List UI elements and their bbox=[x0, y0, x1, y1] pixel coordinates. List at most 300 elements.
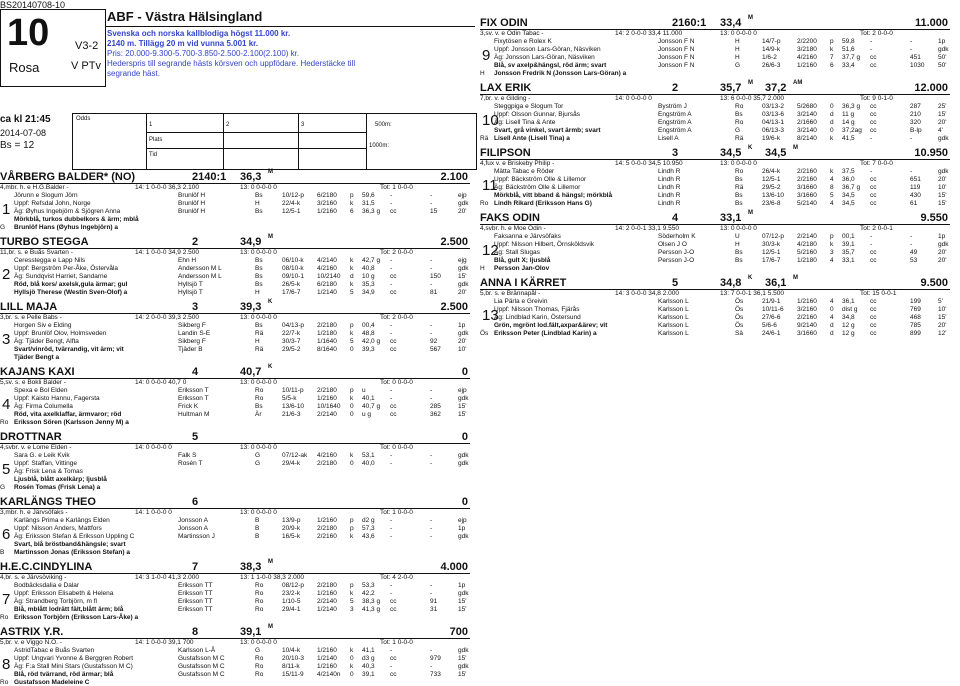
start-cell: 36,7 g bbox=[842, 184, 861, 191]
start-cell: B-lp bbox=[910, 127, 922, 134]
start-cell: 26/5-k bbox=[282, 281, 301, 288]
start-cell: 40,1 bbox=[362, 395, 375, 402]
horse-distance: 2140:1 bbox=[192, 171, 227, 183]
start-cell: cc bbox=[390, 411, 397, 418]
right-column bbox=[480, 0, 960, 669]
start-cell: 1p bbox=[458, 582, 466, 589]
start-cell: k bbox=[350, 257, 354, 264]
start-cell: 1p bbox=[458, 322, 466, 329]
start-cell: 1/1640 bbox=[317, 338, 337, 345]
start-cell: 12/5-1 bbox=[762, 249, 781, 256]
start-cell: Karlsson L bbox=[658, 322, 689, 329]
start-cell: 1/6-2 bbox=[762, 54, 777, 61]
start-cell: Lindh R bbox=[658, 192, 681, 199]
start-cell: 61 bbox=[910, 200, 918, 207]
start-cell: p bbox=[350, 582, 354, 589]
horse-detail: Uppf: Bergström Per-Åke, Östervåla bbox=[14, 265, 119, 272]
start-cell: 51,6 bbox=[842, 46, 855, 53]
race-code: BS20140708-10 bbox=[0, 0, 66, 10]
start-number: 9 bbox=[482, 47, 491, 64]
start-cell: 4/2160 bbox=[317, 452, 337, 459]
horse-record: 39,3 bbox=[240, 301, 262, 313]
horse-detail: Karlängs Prima e Karlängs Elden bbox=[14, 517, 110, 524]
start-cell: 20/10-3 bbox=[282, 655, 305, 662]
horse-detail: Uppf: Staffan, Vittinge bbox=[14, 460, 77, 467]
start-cell: Söderholm K bbox=[658, 233, 696, 240]
horse-stats-total: Tot: 2 0-0-0 bbox=[380, 314, 413, 321]
start-cell: 651 bbox=[910, 176, 921, 183]
grid-col-3: 3 bbox=[301, 122, 305, 128]
start-cell: 26/6-3 bbox=[762, 62, 781, 69]
horse-info: 5,br. v. e Viggo N.O. - bbox=[0, 639, 62, 646]
start-cell: Gustafsson M C bbox=[178, 663, 225, 670]
start-cell: - bbox=[870, 241, 873, 248]
start-cell: - bbox=[910, 46, 913, 53]
start-cell: cc bbox=[870, 54, 877, 61]
start-cell: 12 g bbox=[842, 330, 855, 337]
horse-record-type: M bbox=[268, 169, 273, 175]
race-conditions-1: Svenska och norska kallblodiga högst 11.000 kr. bbox=[107, 29, 291, 38]
horse-earnings: 11.000 bbox=[914, 17, 948, 29]
start-cell: 0 bbox=[350, 403, 354, 410]
race-time: ca kl 21:45 bbox=[0, 114, 51, 125]
horse-trainer: Lindh Rikard (Eriksson Hans G) bbox=[494, 200, 592, 207]
start-cell: - bbox=[430, 322, 433, 329]
start-number: 10 bbox=[482, 112, 499, 129]
start-cell: cc bbox=[870, 103, 877, 110]
start-cell: 36,0 bbox=[842, 176, 855, 183]
grid-col-1: 1 bbox=[149, 122, 153, 128]
start-cell: H bbox=[255, 338, 260, 345]
start-cell: 39,1 bbox=[362, 671, 375, 678]
start-cell: Bs bbox=[735, 176, 743, 183]
horse-stats-year2: 13: 0 0-0-0 0 bbox=[240, 444, 277, 451]
start-cell: 4 bbox=[830, 200, 834, 207]
horse-detail: Blå, röd tvärrand, röd ärmar; blå bbox=[14, 671, 114, 678]
start-cell: 41,1 bbox=[362, 647, 375, 654]
start-cell: 12/5-1 bbox=[762, 176, 781, 183]
grid-line bbox=[223, 114, 224, 169]
start-cell: 899 bbox=[910, 330, 921, 337]
start-cell: 2/2160 bbox=[317, 533, 337, 540]
start-cell: 00,1 bbox=[842, 233, 855, 240]
start-cell: 30/3-k bbox=[762, 241, 781, 248]
horse-detail: Äg: Firma Columella bbox=[14, 403, 73, 410]
horse-name: VÅRBERG BALDER* (NO) bbox=[0, 171, 136, 183]
race-prizes: Pris: 20.000-9.300-5.700-3.850-2.500-2.100(2.100) kr. bbox=[107, 49, 300, 58]
horse-stats-year1: 14: 2 0-0-0 33,4 11.000 bbox=[615, 30, 683, 37]
horse-stats-total: Tot: 0 0-0-0 bbox=[380, 444, 413, 451]
horse-distance: 2160:1 bbox=[672, 17, 707, 29]
start-cell: 451 bbox=[910, 54, 921, 61]
horse-trainer: Brunlöf Hans (Øyhus Ingebjörn) a bbox=[14, 224, 119, 231]
start-cell: Rä bbox=[255, 346, 264, 353]
horse-detail: Äg: Frisk Lena & Tomas bbox=[14, 468, 83, 475]
start-cell: 10/11-6 bbox=[762, 306, 784, 313]
start-cell: 36,1 bbox=[842, 298, 855, 305]
start-cell: Eriksson TT bbox=[178, 606, 213, 613]
start-cell: 2/2140 bbox=[317, 598, 337, 605]
start-cell: - bbox=[390, 517, 393, 524]
start-cell: Ro bbox=[255, 663, 264, 670]
start-cell: 4/2160 bbox=[317, 265, 337, 272]
start-cell: 2/2180 bbox=[317, 460, 337, 467]
start-cell: 567 bbox=[430, 346, 441, 353]
start-cell: H bbox=[735, 54, 740, 61]
start-cell: 5/6-6 bbox=[762, 322, 777, 329]
start-cell: Hultman M bbox=[178, 411, 210, 418]
start-cell: k bbox=[350, 663, 354, 670]
horse-detail: Uppf: Olsson Gunnar, Bjursås bbox=[494, 111, 580, 118]
start-cell: p bbox=[830, 38, 834, 45]
start-cell: cc bbox=[390, 671, 397, 678]
horse-name: LAX ERIK bbox=[480, 82, 532, 94]
start-cell: Ro bbox=[255, 606, 264, 613]
start-cell: gdk bbox=[458, 533, 469, 540]
start-cell: ejp bbox=[458, 517, 467, 524]
horse-detail: Äg: Lisell Tina & Ante bbox=[494, 119, 556, 126]
start-cell: 1/2160 bbox=[317, 517, 337, 524]
start-cell: 15' bbox=[458, 411, 467, 418]
grid-col-2: 2 bbox=[226, 122, 230, 128]
start-cell: H bbox=[255, 289, 260, 296]
start-cell: 12/5-1 bbox=[282, 208, 301, 215]
start-cell: Ro bbox=[255, 655, 264, 662]
horse-stats-year1: 14: 5 0-0-0 34,5 10.950 bbox=[615, 160, 683, 167]
horse-stats-year1: 14: 3 1-0-0 41,3 2.000 bbox=[135, 574, 199, 581]
horse-record-2: 34,5 bbox=[765, 147, 787, 159]
start-cell: 6 bbox=[350, 208, 354, 215]
start-cell: 0 bbox=[830, 127, 834, 134]
track-prefix: Ro bbox=[0, 614, 9, 621]
start-cell: - bbox=[430, 517, 433, 524]
start-cell: 1/2180 bbox=[797, 257, 817, 264]
start-cell: k bbox=[830, 241, 834, 248]
horse-stats-year1: 14: 0 0-0-0 0 bbox=[615, 95, 652, 102]
start-cell: k bbox=[350, 452, 354, 459]
start-cell: - bbox=[870, 46, 873, 53]
start-cell: cc bbox=[870, 176, 877, 183]
start-cell: 1/2160 bbox=[797, 62, 817, 69]
grid-line bbox=[366, 114, 367, 169]
horse-stats-total: Tot: 7 0-0-0 bbox=[860, 160, 893, 167]
horse-detail: Ljusblå, blått axelkärp; ljusblå bbox=[14, 476, 107, 483]
horse-detail: Uppf: Refsdal John, Norge bbox=[14, 200, 91, 207]
start-cell: 08/12-p bbox=[282, 582, 305, 589]
start-cell: u bbox=[362, 387, 366, 394]
start-cell: 36,3 g bbox=[842, 103, 861, 110]
start-cell: gdk bbox=[458, 590, 469, 597]
start-cell: - bbox=[390, 192, 393, 199]
horse-detail: Äg: Lindblad Karin, Östersund bbox=[494, 314, 581, 321]
horse-info: 3,mbr. h. e Järvsöfaks - bbox=[0, 509, 68, 516]
race-title: ABF - Västra Hälsingland bbox=[107, 9, 263, 24]
start-cell: 15' bbox=[458, 655, 467, 662]
start-cell: 16/5-k bbox=[282, 533, 301, 540]
track-prefix: Rä bbox=[480, 135, 489, 142]
horse-stats-year2: 13: 0 0-0-0 0 bbox=[720, 30, 757, 37]
horse-distance: 6 bbox=[192, 496, 199, 508]
horse-detail: Äg: Sundqvist Harriet, Sandarne bbox=[14, 273, 108, 280]
start-cell: 320 bbox=[910, 119, 921, 126]
start-cell: - bbox=[430, 647, 433, 654]
start-cell: dist g bbox=[842, 306, 858, 313]
start-cell: - bbox=[390, 257, 393, 264]
horse-record: 38,3 bbox=[240, 561, 262, 573]
horse-detail: Uppf: Brunlöf Olov, Holmsveden bbox=[14, 330, 107, 337]
start-cell: gdk bbox=[458, 265, 469, 272]
track-prefix: B bbox=[0, 549, 5, 556]
horse-stats-year2: 13: 1 1-0-0 38,3 2.000 bbox=[240, 574, 304, 581]
start-cell: Gustafsson M C bbox=[178, 671, 225, 678]
start-cell: - bbox=[390, 281, 393, 288]
race-honor-1: Hederspris till segrande hästs körsven och uppfödare. Hederstäcke till bbox=[107, 59, 356, 68]
start-cell: cc bbox=[390, 208, 397, 215]
start-cell: - bbox=[430, 525, 433, 532]
horse-stats-total: Tot: 4 2-0-0 bbox=[380, 574, 413, 581]
start-cell: - bbox=[910, 241, 913, 248]
start-cell: Brunlöf H bbox=[178, 192, 206, 199]
horse-info: 4,br. s. e Järvsöviking - bbox=[0, 574, 67, 581]
start-cell: 1/2160 bbox=[317, 590, 337, 597]
horse-detail: AstridTabac e Buås Svarten bbox=[14, 647, 95, 654]
start-cell: 40,8 bbox=[362, 265, 375, 272]
horse-stats-total: Tot: 1 0-0-0 bbox=[380, 509, 413, 516]
horse-detail: Lia Pärla e Greivin bbox=[494, 298, 548, 305]
horse-detail: Spexa e Bol Elden bbox=[14, 387, 68, 394]
start-cell: 07/12-ak bbox=[282, 452, 308, 459]
start-cell: ejg bbox=[458, 257, 467, 264]
start-cell: 1p bbox=[938, 38, 946, 45]
horse-detail: Faksanna e Järvsöfaks bbox=[494, 233, 561, 240]
start-cell: 21/9-1 bbox=[762, 298, 781, 305]
start-cell: 03/13-6 bbox=[762, 111, 785, 118]
start-cell: Ös bbox=[735, 314, 744, 321]
start-cell: G bbox=[255, 452, 261, 459]
horse-detail: Mörkblå, vitt bband & hängsl; mörkblå bbox=[494, 192, 613, 199]
start-cell: 12' bbox=[938, 330, 947, 337]
start-cell: 15' bbox=[458, 403, 467, 410]
start-number: 7 bbox=[2, 591, 11, 608]
start-cell: 15 bbox=[430, 208, 438, 215]
start-cell: 14 g bbox=[842, 119, 855, 126]
start-cell: Eriksson T bbox=[178, 387, 209, 394]
horse-record: 35,7 bbox=[720, 82, 742, 94]
horse-stats-total: Tot: 9 0-1-0 bbox=[860, 95, 893, 102]
start-cell: Lisell A bbox=[658, 135, 679, 142]
start-cell: 4/2140 bbox=[317, 257, 337, 264]
start-cell: G bbox=[735, 127, 741, 134]
start-cell: 40,7 g bbox=[362, 403, 381, 410]
horse-stats-year2: 13: 0 0-0-0 0 bbox=[720, 160, 757, 167]
start-cell: - bbox=[390, 200, 393, 207]
start-cell: k bbox=[350, 590, 354, 597]
results-grid bbox=[72, 113, 477, 170]
start-cell: 3 bbox=[830, 249, 834, 256]
start-cell: 59,6 bbox=[362, 192, 375, 199]
horse-stats-year2: 13: 0 0-0-0 0 bbox=[240, 639, 277, 646]
start-cell: 29/4-1 bbox=[282, 606, 301, 613]
start-cell: 40,0 bbox=[362, 460, 375, 467]
start-cell: Tjäder B bbox=[178, 346, 203, 353]
start-cell: 5 bbox=[350, 598, 354, 605]
start-cell: Persson J-O bbox=[658, 257, 695, 264]
start-cell: G bbox=[255, 460, 261, 467]
start-cell: p bbox=[350, 192, 354, 199]
start-cell: gdk bbox=[938, 135, 949, 142]
start-cell: 49 bbox=[910, 249, 918, 256]
horse-detail: Uppf: Bäckström Olle & Lillemor bbox=[494, 176, 587, 183]
start-cell: Bs bbox=[255, 273, 263, 280]
base-speed: Bs = 12 bbox=[0, 140, 35, 151]
start-cell: k bbox=[350, 200, 354, 207]
start-cell: 40,3 bbox=[362, 663, 375, 670]
start-cell: 15' bbox=[938, 314, 947, 321]
start-cell: cc bbox=[870, 111, 877, 118]
horse-detail: Svart, grå vinkel, svart ärmb; svart bbox=[494, 127, 601, 134]
track-prefix: Ro bbox=[0, 679, 9, 686]
horse-trainer: Martinsson Jonas (Eriksson Stefan) a bbox=[14, 549, 130, 556]
title-divider bbox=[105, 26, 475, 27]
start-cell: - bbox=[430, 192, 433, 199]
horse-stats-year1: 14: 3 0-0-0 34,8 2.000 bbox=[615, 290, 679, 297]
start-cell: Sikberg F bbox=[178, 322, 206, 329]
horse-trainer: Eriksson Peter (Lindblad Karin) a bbox=[494, 330, 597, 337]
start-cell: 5/2140 bbox=[797, 200, 817, 207]
horse-distance: 7 bbox=[192, 561, 199, 573]
start-cell: Rä bbox=[735, 184, 744, 191]
horse-name: KAJANS KAXI bbox=[0, 366, 75, 378]
horse-earnings: 2.100 bbox=[440, 171, 468, 183]
start-cell: 42,7 g bbox=[362, 257, 381, 264]
start-cell: Bs bbox=[255, 265, 263, 272]
start-cell: 22/4-k bbox=[282, 200, 301, 207]
start-cell: - bbox=[390, 663, 393, 670]
start-cell: 15' bbox=[458, 598, 467, 605]
start-cell: 5 bbox=[830, 192, 834, 199]
start-cell: 09/10-1 bbox=[282, 273, 305, 280]
horse-stats-year2: 13: 6 0-0-0 35,7 2.000 bbox=[720, 95, 784, 102]
horse-distance: 5 bbox=[192, 431, 199, 443]
horse-detail: Horgen Siv e Elding bbox=[14, 322, 72, 329]
start-cell: 3/2140 bbox=[797, 111, 817, 118]
horse-detail: Äg: Bäckström Olle & Lillemor bbox=[494, 184, 581, 191]
horse-detail: Fixytösen e Rolex K bbox=[494, 38, 552, 45]
horse-detail: Äg: Strandberg Torbjörn, m fl bbox=[14, 598, 97, 605]
start-cell: Bs bbox=[735, 111, 743, 118]
start-cell: - bbox=[430, 582, 433, 589]
horse-detail: Uppf: Nilsson Anders, Mattfors bbox=[14, 525, 102, 532]
start-cell: k bbox=[350, 533, 354, 540]
start-cell: B bbox=[255, 517, 260, 524]
start-cell: 2/2140 bbox=[797, 233, 817, 240]
horse-stats-year1: 14: 2 0-0-0 39,3 2.500 bbox=[135, 314, 199, 321]
horse-detail: Uppf: Nilsson Thomas, Fjärås bbox=[494, 306, 580, 313]
start-cell: 20/9-k bbox=[282, 525, 301, 532]
start-cell: Engström A bbox=[658, 119, 692, 126]
start-cell: 06/10-k bbox=[282, 257, 304, 264]
start-cell: cc bbox=[870, 184, 877, 191]
start-cell: 2/2160 bbox=[797, 176, 817, 183]
start-cell: cc bbox=[870, 257, 877, 264]
start-cell: gdk bbox=[938, 168, 949, 175]
start-cell: k bbox=[350, 281, 354, 288]
horse-stats-year1: 14: 1 0-0-0 34,9 2.500 bbox=[135, 249, 199, 256]
start-cell: Karlsson L-Å bbox=[178, 647, 216, 654]
start-cell: Ro bbox=[255, 582, 264, 589]
start-cell: Frick K bbox=[178, 403, 199, 410]
horse-distance: 2 bbox=[672, 82, 679, 94]
start-cell: 15' bbox=[458, 671, 467, 678]
start-cell: 5' bbox=[938, 298, 943, 305]
horse-stats-total: Tot: 0 0-0-0 bbox=[380, 379, 413, 386]
start-cell: - bbox=[430, 200, 433, 207]
start-cell: Eriksson TT bbox=[178, 582, 213, 589]
start-cell: 59,8 bbox=[842, 38, 855, 45]
horse-name: ASTRIX Y.R. bbox=[0, 626, 64, 638]
start-cell: 42,2 bbox=[362, 590, 375, 597]
start-cell: 2/2180 bbox=[317, 322, 337, 329]
horse-name: H.E.C.CINDYLINA bbox=[0, 561, 93, 573]
start-cell: 13/9-p bbox=[282, 517, 301, 524]
horse-detail: Bodbäcksdalia e Dalar bbox=[14, 582, 80, 589]
horse-earnings: 10.950 bbox=[914, 147, 948, 159]
start-cell: 1p bbox=[458, 525, 466, 532]
start-cell: Andersson M L bbox=[178, 265, 222, 272]
start-cell: 15' bbox=[458, 273, 467, 280]
start-number: 4 bbox=[2, 396, 11, 413]
start-cell: 15/11-9 bbox=[282, 671, 304, 678]
start-cell: - bbox=[390, 525, 393, 532]
horse-earnings: 700 bbox=[449, 626, 468, 638]
horse-record-type: K bbox=[268, 364, 273, 370]
horse-detail: Uppf: Jonsson Lars-Göran, Näsviken bbox=[494, 46, 601, 53]
horse-trainer: Jonsson Fredrik N (Jonsson Lars-Göran) a bbox=[494, 70, 627, 77]
start-cell: d bbox=[830, 119, 834, 126]
start-cell: Martinsson J bbox=[178, 533, 215, 540]
start-cell: 15' bbox=[938, 111, 947, 118]
horse-stats-year1: 14: 1 0-0-0 39,1 700 bbox=[135, 639, 194, 646]
start-cell: - bbox=[390, 647, 393, 654]
start-cell: 4/2160 bbox=[797, 54, 817, 61]
start-number: 11 bbox=[482, 177, 498, 194]
start-cell: 81 bbox=[430, 289, 438, 296]
start-cell: 22/7-k bbox=[282, 330, 301, 337]
start-cell: 199 bbox=[910, 298, 921, 305]
grid-500-label: 500m: bbox=[375, 122, 392, 128]
start-cell: - bbox=[390, 330, 393, 337]
start-cell: Falk S bbox=[178, 452, 197, 459]
horse-detail: Mörkblå, turkos dubbelkors & ärm; mblå bbox=[14, 216, 139, 223]
horse-detail: Grön, mgrönt lod.fält,axpar&ärev; vit bbox=[494, 322, 608, 329]
horse-earnings: 2.500 bbox=[440, 301, 468, 313]
start-cell: ejp bbox=[458, 192, 467, 199]
horse-stats-year2: 13: 0 0-0-0 0 bbox=[240, 314, 277, 321]
start-cell: 06/13-3 bbox=[762, 127, 785, 134]
horse-distance: 3 bbox=[192, 301, 199, 313]
start-cell: B bbox=[255, 525, 260, 532]
start-cell: B bbox=[255, 533, 260, 540]
horse-info: 4,svbr. h. e Moe Odin - bbox=[480, 225, 546, 232]
horse-record-type: M bbox=[748, 15, 753, 21]
start-cell: cc bbox=[870, 306, 877, 313]
horse-record-2-type: M bbox=[793, 145, 798, 151]
start-cell: Bs bbox=[735, 249, 743, 256]
start-cell: - bbox=[390, 590, 393, 597]
start-cell: - bbox=[390, 395, 393, 402]
horse-detail: Äg: Jonsson Lars-Göran, Näsviken bbox=[494, 54, 595, 61]
start-cell: 10 g bbox=[362, 273, 375, 280]
